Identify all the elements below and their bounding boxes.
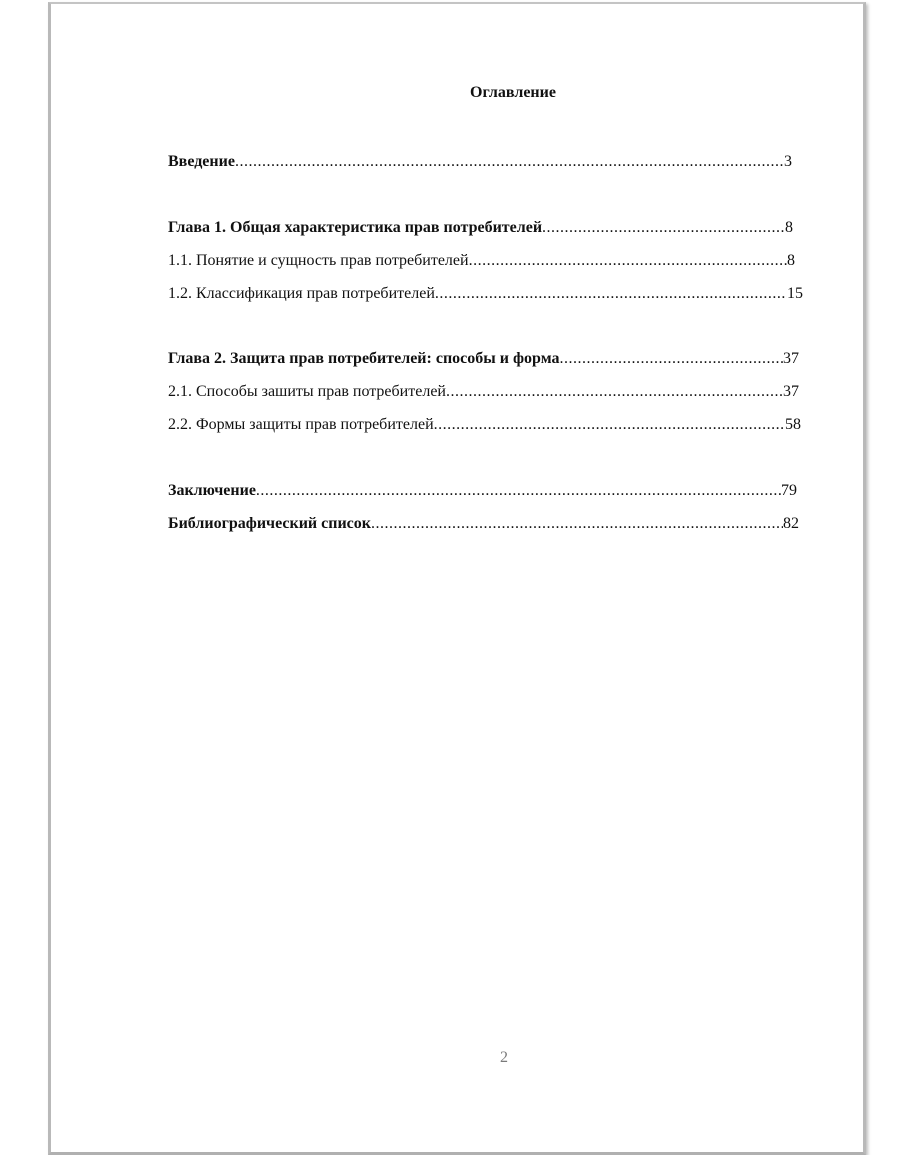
toc-leader-dots xyxy=(371,514,783,534)
toc-leader-dots xyxy=(434,415,785,435)
toc-leader-dots xyxy=(256,481,781,501)
toc-entry-page: 82 xyxy=(783,515,799,532)
toc-entry-bibliography[interactable] xyxy=(168,514,799,534)
toc-entry-label: 2.2. Формы защиты прав потребителей xyxy=(168,416,434,433)
toc-entry-page: 37 xyxy=(783,383,799,400)
toc-entry-label: 2.1. Способы зашиты прав потребителей xyxy=(168,383,446,400)
toc-entry-section-2-2[interactable] xyxy=(168,415,801,435)
toc-leader-dots xyxy=(235,152,784,172)
toc-entry-page: 79 xyxy=(781,482,797,499)
toc-entry-introduction[interactable] xyxy=(168,152,792,172)
toc-leader-dots xyxy=(446,382,783,402)
toc-leader-dots xyxy=(560,349,784,369)
toc-entry-chapter-1[interactable] xyxy=(168,218,793,238)
toc-entry-label: Глава 1. Общая характеристика прав потребителей xyxy=(168,219,543,236)
toc-entry-label: Заключение xyxy=(168,482,256,499)
toc-entry-section-1-1[interactable] xyxy=(168,251,795,271)
toc-entry-page: 15 xyxy=(787,285,803,302)
toc-entry-section-1-2[interactable] xyxy=(168,284,803,304)
toc-entry-label: 1.2. Классификация прав потребителей xyxy=(168,285,435,302)
toc-leader-dots xyxy=(469,251,787,271)
toc-entry-page: 58 xyxy=(785,416,801,433)
toc-heading: Оглавление xyxy=(470,84,556,101)
toc-entry-conclusion[interactable] xyxy=(168,481,797,501)
page-number: 2 xyxy=(500,1049,508,1066)
toc-entry-page: 37 xyxy=(783,350,799,367)
document-page xyxy=(48,2,866,1155)
toc-entry-page: 8 xyxy=(785,219,793,236)
toc-entry-label: Введение xyxy=(168,153,235,170)
toc-entry-label: 1.1. Понятие и сущность прав потребителей xyxy=(168,252,469,269)
toc-entry-section-2-1[interactable] xyxy=(168,382,799,402)
toc-entry-page: 3 xyxy=(784,153,792,170)
toc-entry-label: Глава 2. Защита прав потребителей: способы и форма xyxy=(168,350,560,367)
toc-entry-chapter-2[interactable] xyxy=(168,349,799,369)
toc-leader-dots xyxy=(435,284,787,304)
toc-leader-dots xyxy=(542,218,785,238)
toc-entry-label: Библиографический список xyxy=(168,515,371,532)
toc-entry-page: 8 xyxy=(787,252,795,269)
